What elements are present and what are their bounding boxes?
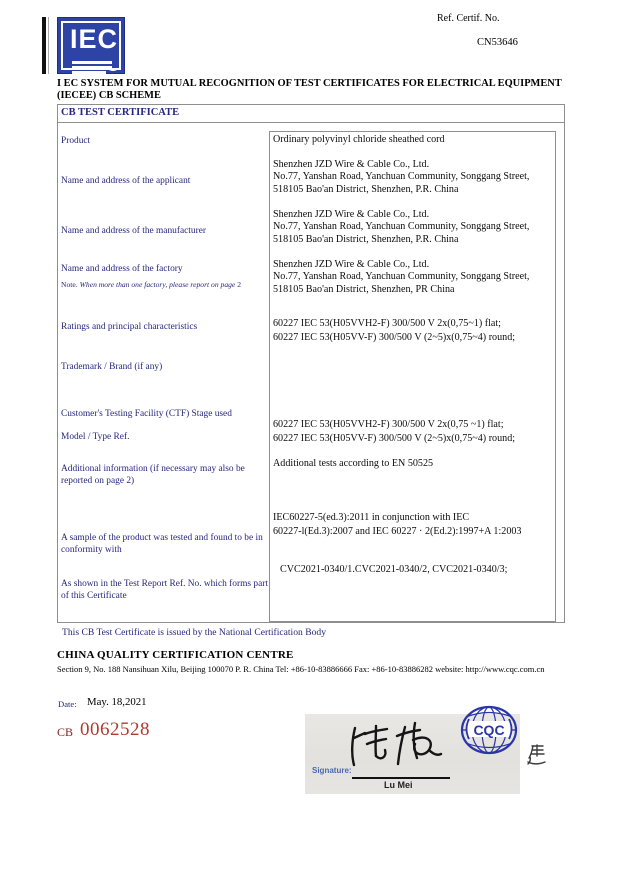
value-model: 60227 IEC 53(H05VVH2-F) 300/500 V 2x(0,75 ~1) flat; 60227 IEC 53(H05VV-F) 300/500 V (2~5)x(0,75~4) round;	[273, 419, 516, 444]
iec-logo	[57, 17, 125, 74]
label-conformity: A sample of the product was tested and found to be in conformity with	[61, 533, 263, 555]
label-ctf: Customer's Testing Facility (CTF) Stage used	[61, 409, 232, 419]
logo-left-thin-bar	[48, 17, 49, 74]
label-manufacturer: Name and address of the manufacturer	[61, 226, 206, 236]
date-value: May. 18,2021	[87, 696, 147, 708]
date-label: Date:	[58, 699, 77, 709]
ncb-name: CHINA QUALITY CERTIFICATION CENTRE	[57, 649, 294, 661]
label-ratings: Ratings and principal characteristics	[61, 322, 198, 332]
cb-number: 0062528	[80, 719, 150, 740]
signature-label: Signature:	[312, 766, 352, 775]
label-model: Model / Type Ref.	[61, 432, 130, 442]
factory-note: Note. When more than one factory, please report on page 2	[61, 280, 241, 289]
handwritten-signature	[345, 718, 453, 772]
label-test-report: As shown in the Test Report Ref. No. which forms part of this Certificate	[61, 579, 268, 601]
scheme-title-line2: (IECEE) CB SCHEME	[57, 90, 161, 101]
label-applicant: Name and address of the applicant	[61, 176, 191, 186]
value-product: Ordinary polyvinyl chloride sheathed cord	[273, 134, 445, 145]
value-factory: Shenzhen JZD Wire & Cable Co., Ltd. No.77, Yanshan Road, Yanchuan Community, Songgang Street, 518105 Bao'an District, Shenzhen, PR China	[273, 259, 530, 295]
ncb-address: Section 9, No. 188 Nansihuan Xilu, Beijing 100070 P. R. China Tel: +86-10-83886666 Fax: +86-10-83886282 website: http://www.cqc.com.cn	[57, 664, 545, 674]
label-factory: Name and address of the factory	[61, 264, 183, 274]
certificate-box	[57, 104, 565, 623]
label-additional: Additional information (if necessary may also be reported on page 2)	[61, 464, 245, 486]
value-manufacturer: Shenzhen JZD Wire & Cable Co., Ltd. No.77, Yanshan Road, Yanchuan Community, Songgang Street, 518105 Bao'an District, Shenzhen, P.R. China	[273, 209, 530, 245]
cqc-stamp-text: CQC	[473, 722, 505, 738]
iec-logo-dot	[109, 68, 117, 71]
iec-logo-text: IEC	[70, 24, 119, 54]
ref-certif-label: Ref. Certif. No.	[437, 13, 500, 24]
issued-by-note: This CB Test Certificate is issued by the National Certification Body	[62, 627, 327, 638]
value-applicant: Shenzhen JZD Wire & Cable Co., Ltd. No.77, Yanshan Road, Yanchuan Community, Songgang Street, 518105 Bao'an District, Shenzhen, P.R. China	[273, 159, 530, 195]
value-additional: Additional tests according to EN 50525	[273, 458, 434, 469]
signature-line	[352, 777, 450, 779]
values-box	[269, 131, 556, 622]
ref-certif-number: CN53646	[477, 37, 518, 48]
logo-left-bar	[42, 17, 46, 74]
iec-logo-frame	[61, 21, 121, 70]
certificate-title: CB TEST CERTIFICATE	[58, 105, 564, 123]
value-test-report: CVC2021-0340/1.CVC2021-0340/2, CVC2021-0340/3;	[280, 564, 508, 575]
cqc-stamp-icon	[459, 704, 519, 756]
cb-number-prefix: CB	[57, 725, 74, 739]
label-trademark: Trademark / Brand (if any)	[61, 362, 163, 372]
scheme-title-line1: I EC SYSTEM FOR MUTUAL RECOGNITION OF TEST CERTIFICATES FOR ELECTRICAL EQUIPMENT	[57, 78, 562, 89]
jian-side-character	[526, 744, 546, 766]
value-ratings: 60227 IEC 53(H05VVH2-F) 300/500 V 2x(0,75~1) flat; 60227 IEC 53(H05VV-F) 300/500 V (2~5)x(0,75~4) round;	[273, 318, 516, 343]
signer-name: Lu Mei	[384, 780, 413, 790]
value-conformity: IEC60227-5(ed.3):2011 in conjunction with IEC 60227-l(Ed.3):2007 and IEC 60227 · 2(Ed.2):1997+A 1:2003	[273, 512, 522, 537]
label-product: Product	[61, 136, 91, 146]
